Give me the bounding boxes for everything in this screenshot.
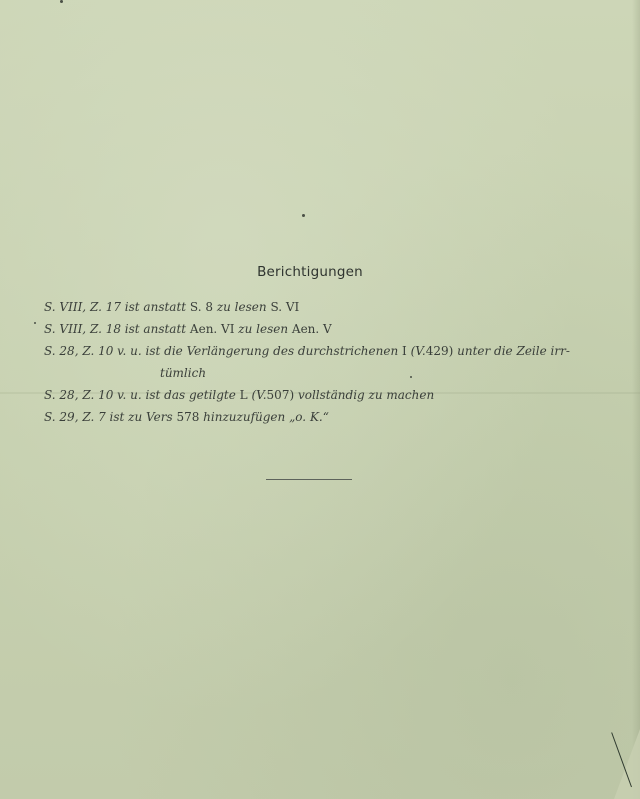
correction-entry — [44, 318, 584, 340]
entry-text: ist die Verlängerung des durchstrichenen — [145, 344, 399, 358]
entry-text: zu lesen — [216, 300, 267, 314]
horizontal-rule — [266, 479, 352, 480]
entry-new-value: Aen. V — [291, 322, 332, 336]
entry-verse-number: 429) — [425, 344, 454, 358]
entry-location: S. 28, Z. 10 v. u. — [44, 344, 142, 358]
corrections-list — [44, 296, 584, 428]
paper-speck — [302, 214, 305, 217]
entry-verse-number: 507) — [266, 388, 295, 402]
entry-text: zu lesen — [238, 322, 289, 336]
paper-speck — [34, 322, 36, 324]
entry-location: S. VIII, Z. 18 — [44, 322, 121, 336]
entry-addition: „o. K.“ — [289, 410, 329, 424]
entry-location: S. 28, Z. 10 v. u. — [44, 388, 142, 402]
entry-location: S. 29, Z. 7 — [44, 410, 106, 424]
correction-entry — [44, 340, 584, 384]
entry-old-value: S. 8 — [189, 300, 213, 314]
entry-text: ist anstatt — [124, 322, 187, 336]
entry-verse-prefix: (V. — [410, 344, 426, 358]
entry-text: hinzuzufügen — [203, 410, 286, 424]
entry-letter: I — [402, 344, 407, 358]
correction-entry — [44, 384, 584, 406]
entry-text: unter die Zeile irr- — [457, 344, 570, 358]
correction-entry — [44, 296, 584, 318]
entry-continuation: tümlich — [160, 366, 207, 380]
page-title: Berichtigungen — [257, 264, 363, 280]
entry-letter: L — [239, 388, 248, 402]
entry-text: ist anstatt — [124, 300, 187, 314]
paper-corner — [614, 729, 640, 799]
entry-text: ist zu Vers — [109, 410, 173, 424]
entry-new-value: S. VI — [270, 300, 300, 314]
correction-entry — [44, 406, 584, 428]
entry-old-value: Aen. VI — [189, 322, 235, 336]
entry-text: vollständig zu machen — [297, 388, 435, 402]
entry-text: ist das getilgte — [145, 388, 236, 402]
entry-verse-prefix: (V. — [251, 388, 267, 402]
paper-edge-shadow — [632, 0, 640, 799]
entry-verse-number: 578 — [176, 410, 200, 424]
paper-speck — [60, 0, 63, 3]
entry-location: S. VIII, Z. 17 — [44, 300, 121, 314]
